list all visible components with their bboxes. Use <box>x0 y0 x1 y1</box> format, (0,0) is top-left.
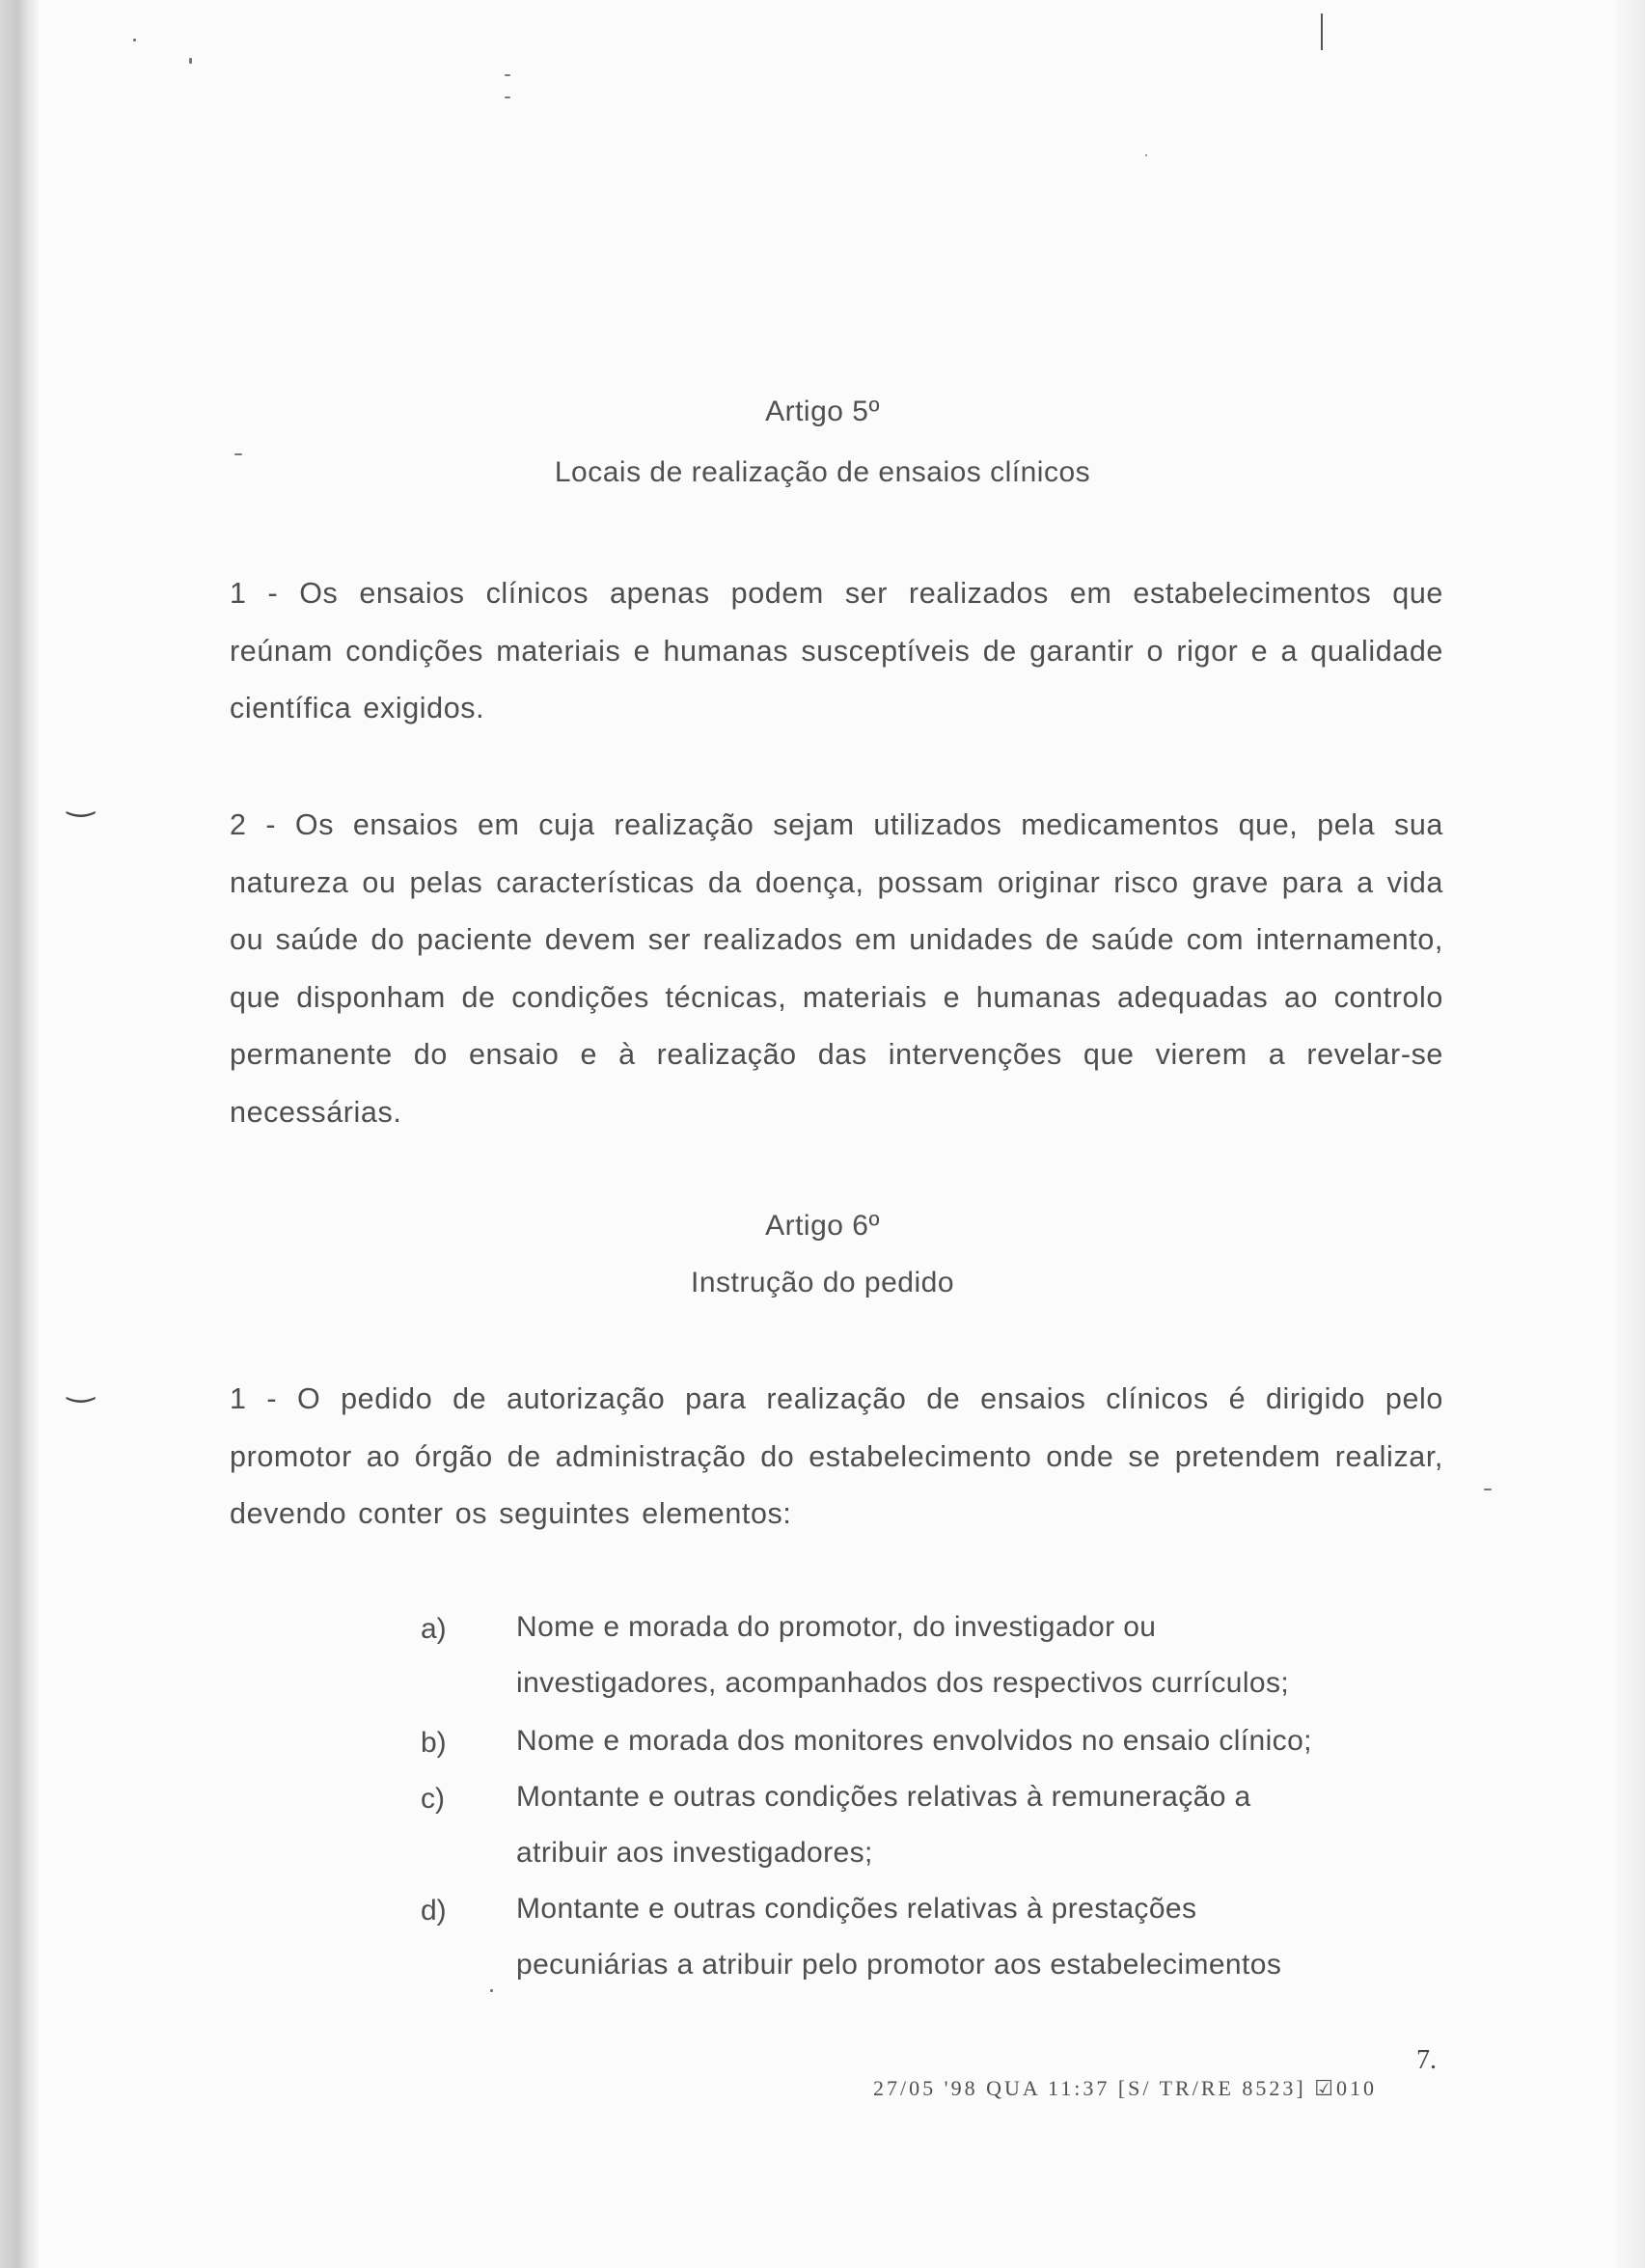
article-5-heading: Artigo 5º <box>765 396 880 427</box>
article-5-paragraph-2: 2 - Os ensaios em cuja realização sejam utilizados medicamentos que, pela sua natureza ou pelas características da doença, possam originar risco grave para a vida ou saúde do paciente devem ser realizados em unidades de saúde com internamento, que disponham de condições técnicas, materiais e humanas adequadas ao controlo permanente do ensaio e à realização das intervenções que vierem a revelar-se necessárias. <box>230 808 1443 1129</box>
list-item-letter: d) <box>421 1895 447 1926</box>
page-number: 7. <box>1416 2045 1437 2075</box>
list-item-letter: b) <box>421 1727 447 1759</box>
scan-speck <box>1145 154 1147 156</box>
scan-speck <box>490 1989 493 1992</box>
scan-speck <box>505 74 510 76</box>
list-item-line: Nome e morada dos monitores envolvidos no ensaio clínico; <box>516 1725 1312 1757</box>
scan-mark <box>1321 14 1323 50</box>
list-item-line: Montante e outras condições relativas à prestações <box>516 1893 1197 1925</box>
list-item-line: Montante e outras condições relativas à remuneração a <box>516 1781 1251 1813</box>
article-6-heading: Artigo 6º <box>765 1210 880 1242</box>
margin-mark: ‿ <box>68 1366 95 1403</box>
scan-speck <box>1484 1489 1492 1490</box>
article-6-paragraph-1: 1 - O pedido de autorização para realização de ensaios clínicos é dirigido pelo promotor ao órgão de administração do estabelecimento onde se pretendem realizar, devendo conter os seguintes elementos: <box>230 1382 1443 1530</box>
scan-speck <box>189 58 192 64</box>
scan-edge-right <box>1616 0 1645 2268</box>
list-item-line: pecuniárias a atribuir pelo promotor aos estabelecimentos <box>516 1949 1282 1981</box>
list-item-letter: a) <box>421 1613 447 1645</box>
fax-header: 27/05 '98 QUA 11:37 [S/ TR/RE 8523] ☑010 <box>873 2076 1377 2100</box>
list-item-line: Nome e morada do promotor, do investigador ou <box>516 1611 1157 1643</box>
scan-speck <box>133 39 136 41</box>
article-6-title: Instrução do pedido <box>690 1267 955 1298</box>
list-item-line: investigadores, acompanhados dos respectivos currículos; <box>516 1667 1290 1699</box>
scan-edge-left <box>0 0 39 2268</box>
article-5-title: Locais de realização de ensaios clínicos <box>554 456 1091 488</box>
margin-mark: ‿ <box>68 780 95 817</box>
scan-speck <box>234 453 242 455</box>
list-item-letter: c) <box>421 1783 445 1815</box>
list-item-line: atribuir aos investigadores; <box>516 1837 873 1869</box>
article-5-paragraph-1: 1 - Os ensaios clínicos apenas podem ser realizados em estabelecimentos que reúnam condições materiais e humanas susceptíveis de garantir o rigor e a qualidade científica exigidos. <box>230 577 1443 724</box>
scan-speck <box>505 96 510 98</box>
